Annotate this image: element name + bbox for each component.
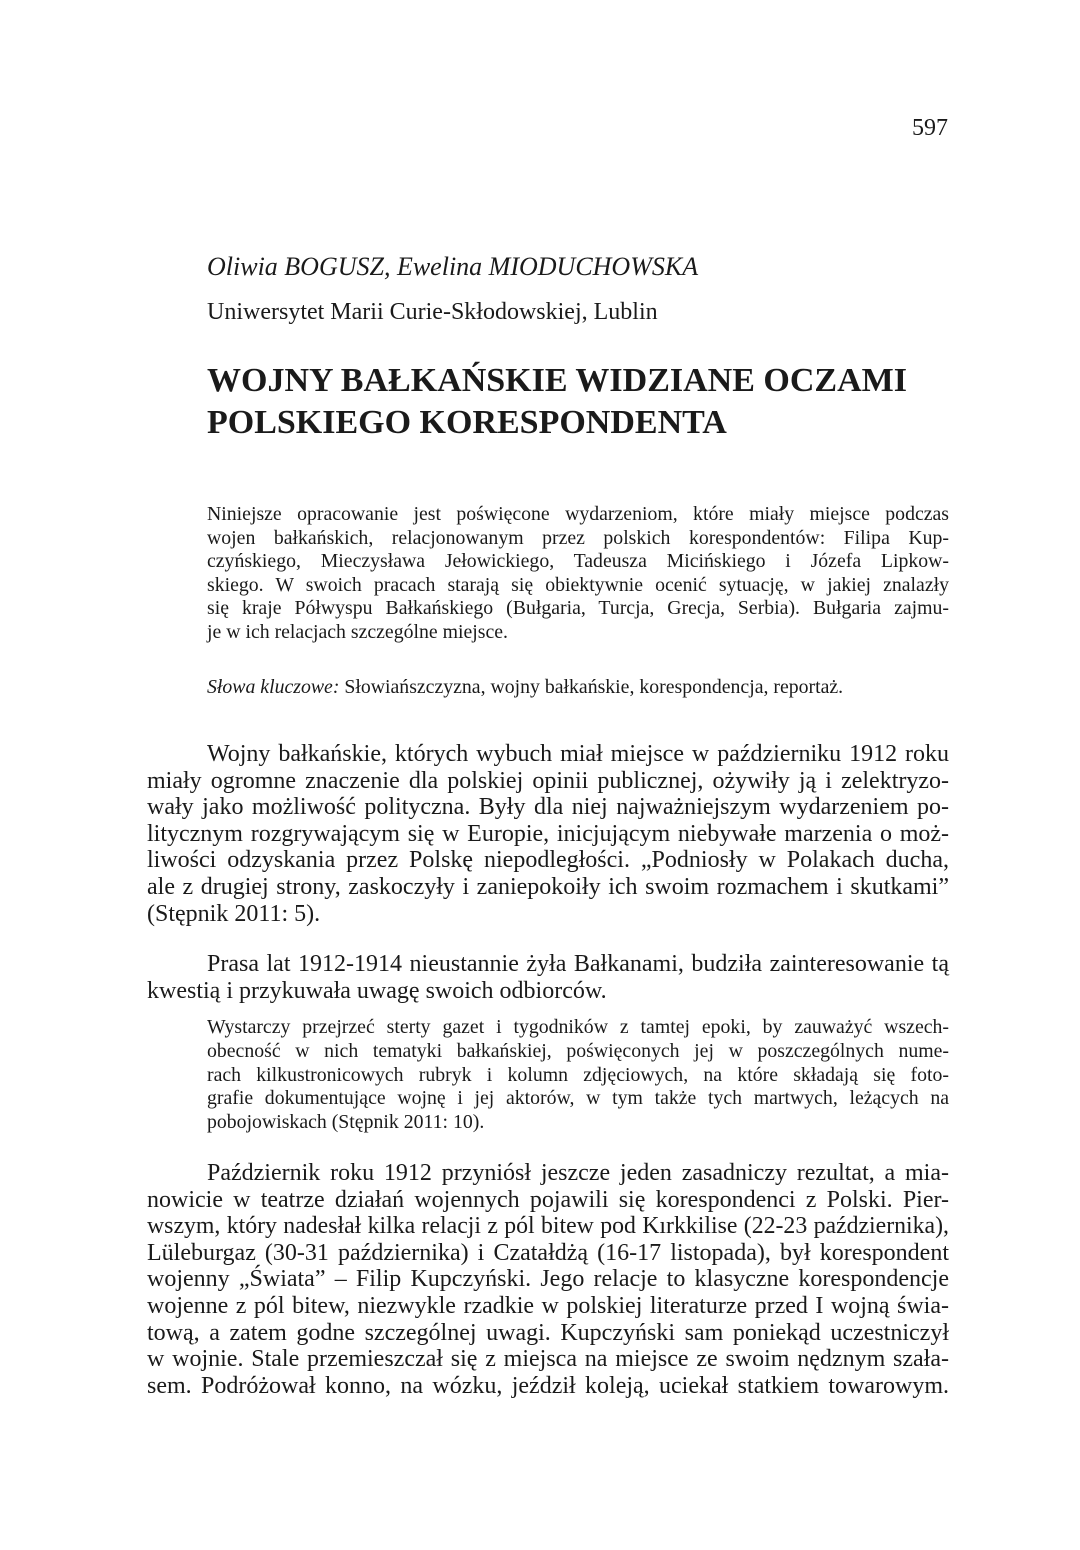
abstract-line: je w ich relacjach szczególne miejsce. — [207, 620, 508, 643]
keywords-label: Słowa kluczowe: — [207, 676, 340, 698]
body-paragraph — [147, 741, 949, 927]
body-line: wojenne z pól bitew, niezwykle rzadkie w polskiej literaturze przed I wojną świa- — [147, 1292, 949, 1319]
body-line: wojenny „Świata” – Filip Kupczyński. Jego relacje to klasyczne korespondencje — [147, 1266, 949, 1293]
body-paragraph — [147, 951, 949, 1004]
body-line: Wojny bałkańskie, których wybuch miał miejsce w październiku 1912 roku — [207, 741, 949, 767]
abstract — [207, 503, 949, 644]
abstract-line: czyńskiego, Mieczysława Jełowickiego, Tadeusza Micińskiego i Józefa Lipkow- — [207, 550, 949, 572]
body-line: (Stępnik 2011: 5). — [147, 900, 321, 927]
body-line: w wojnie. Stale przemieszczał się z miejsca na miejsce ze swoim nędznym szała- — [147, 1346, 949, 1373]
body-line: Październik roku 1912 przyniósł jeszcze jeden zasadniczy rezultat, a mia- — [207, 1160, 949, 1186]
body-line: sem. Podróżował konno, na wózku, jeździł koleją, uciekał statkiem towarowym. — [147, 1372, 949, 1399]
block-quote — [207, 1016, 949, 1135]
body-line: ale z drugiej strony, zaskoczyły i zaniepokoiły ich swoim rozmachem i skutkami” — [147, 873, 949, 900]
keywords — [207, 675, 949, 699]
page-number: 597 — [912, 115, 948, 141]
quote-line: grafie dokumentujące wojnę i jej aktorów, w tym także tych martwych, leżących na — [207, 1087, 949, 1110]
body-line: liwości odzyskania przez Polskę niepodległości. „Podniosły w Polakach ducha, — [147, 847, 949, 874]
body-line: tową, a zatem godne szczególnej uwagi. Kupczyński sam poniekąd uczestniczył — [147, 1319, 949, 1346]
body-line: miały ogromne znaczenie dla polskiej opinii publicznej, ożywiły ją i zelektryzo- — [147, 767, 949, 794]
quote-line: obecność w nich tematyki bałkańskiej, poświęconych jej w poszczególnych nume- — [207, 1039, 949, 1062]
body-line: kwestią i przykuwała uwagę swoich odbiorców. — [147, 977, 607, 1004]
body-line: nowicie w teatrze działań wojennych pojawili się korespondenci z Polski. Pier- — [147, 1186, 949, 1213]
body-line: wały jako możliwość polityczna. Były dla niej najważniejszym wydarzeniem po- — [147, 794, 949, 821]
quote-line: Wystarczy przejrzeć sterty gazet i tygodników z tamtej epoki, by zauważyć wszech- — [207, 1016, 949, 1038]
quote-line: rach kilkustronicowych rubryk i kolumn zdjęciowych, na które składają się foto- — [207, 1063, 949, 1086]
abstract-line: się kraje Półwyspu Bałkańskiego (Bułgaria, Turcja, Grecja, Serbia). Bułgaria zajmu- — [207, 597, 949, 619]
title-line: POLSKIEGO KORESPONDENTA — [207, 404, 727, 441]
quote-line: pobojowiskach (Stępnik 2011: 10). — [207, 1111, 485, 1134]
authors: Oliwia BOGUSZ, Ewelina MIODUCHOWSKA — [207, 252, 699, 281]
keywords-text: Słowiańszczyzna, wojny bałkańskie, korespondencja, reportaż. — [339, 676, 844, 698]
abstract-line: skiego. W swoich pracach starają się obiektywnie ocenić sytuację, w jakiej znalazły — [207, 573, 949, 596]
title-line: WOJNY BAŁKAŃSKIE WIDZIANE OCZAMI — [207, 362, 907, 399]
body-line: wszym, który nadesłał kilka relacji z pól bitew pod Kırkkilise (22-23 października), — [147, 1213, 949, 1240]
body-line: Lüleburgaz (30-31 października) i Czatałdżą (16-17 listopada), był korespondent — [147, 1239, 949, 1266]
body-line: litycznym rozgrywającym się w Europie, inicjującym niebywałe marzenia o moż- — [147, 820, 949, 847]
body-line: Prasa lat 1912-1914 nieustannie żyła Bałkanami, budziła zainteresowanie tą — [207, 951, 949, 977]
article-title — [207, 360, 967, 444]
abstract-line: wojen bałkańskich, relacjonowanym przez polskich korespondentów: Filipa Kup- — [207, 526, 949, 549]
affiliation: Uniwersytet Marii Curie-Skłodowskiej, Lublin — [207, 299, 658, 325]
abstract-line: Niniejsze opracowanie jest poświęcone wydarzeniom, które miały miejsce podczas — [207, 503, 949, 525]
body-paragraph — [147, 1160, 949, 1399]
